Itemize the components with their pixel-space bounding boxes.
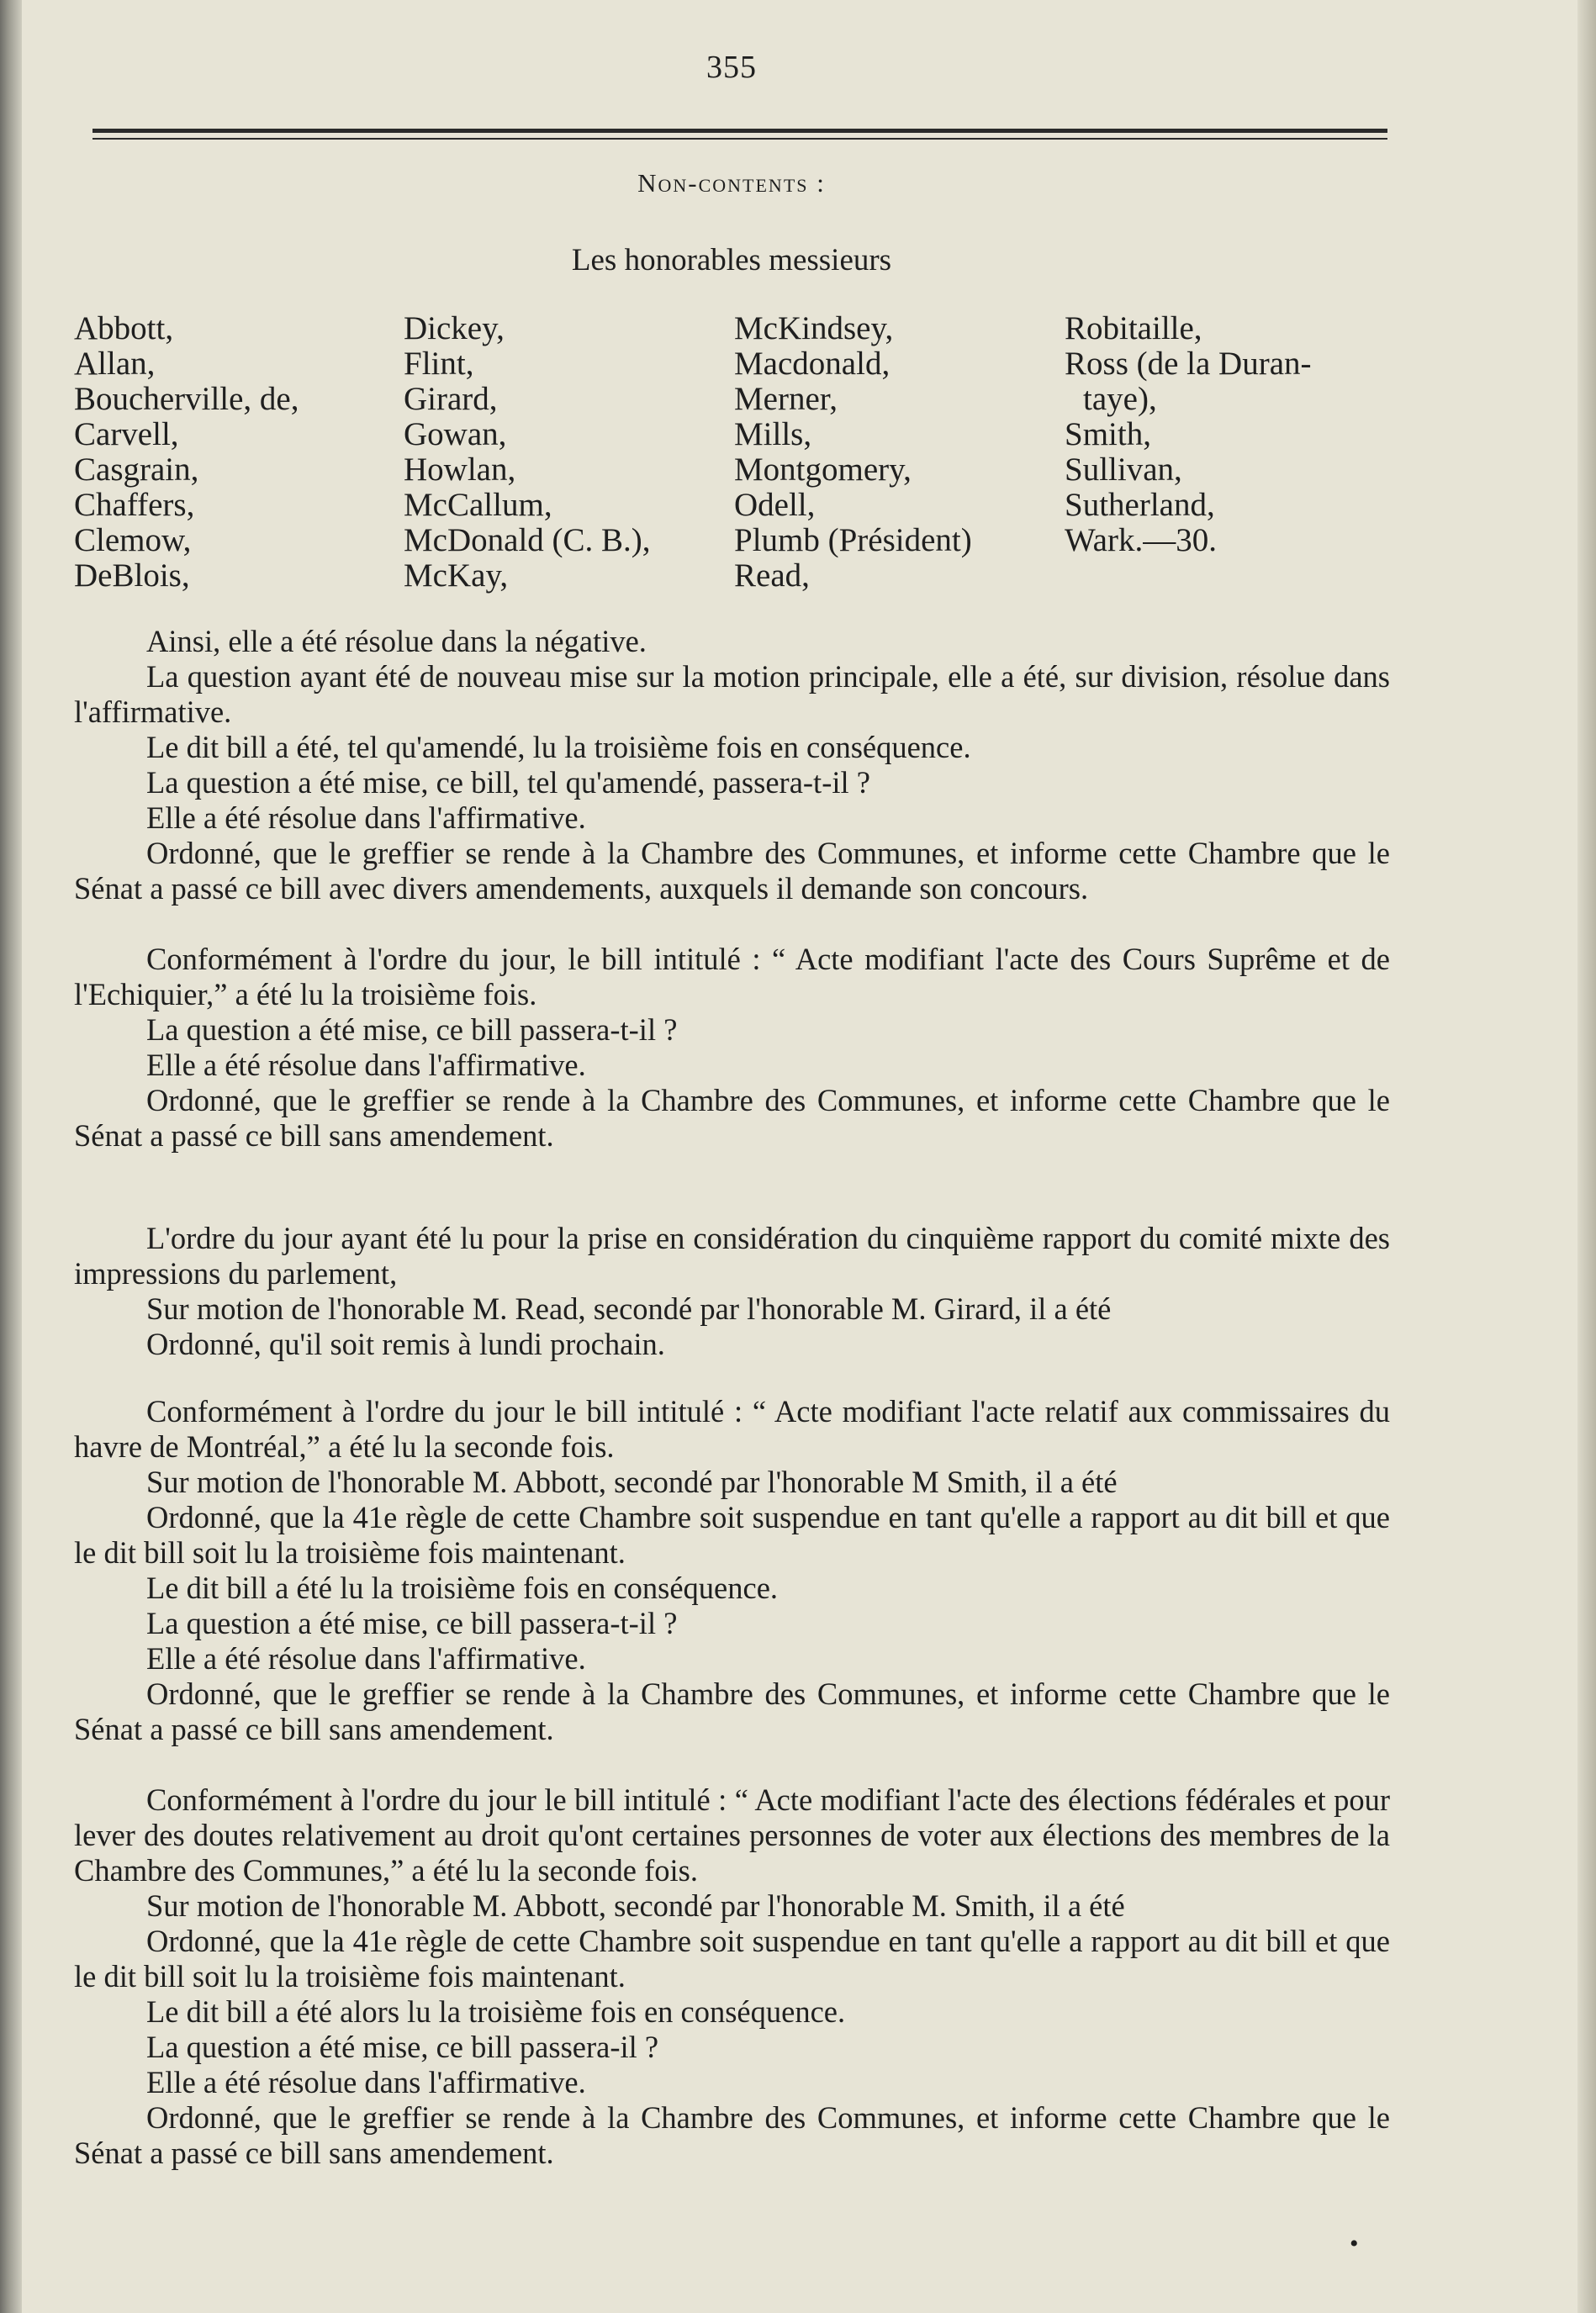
paragraph: Sur motion de l'honorable M. Read, secondé par l'honorable M. Girard, il a été — [146, 1291, 1112, 1326]
section-gap — [74, 1189, 1390, 1221]
name-entry: taye), — [1083, 381, 1157, 417]
paragraph: Le dit bill a été lu la troisième fois en conséquence. — [146, 1571, 779, 1605]
paragraph: L'ordre du jour ayant été lu pour la prise en considération du cinquième rapport du comité mixte des impressions du parlement, — [74, 1221, 1390, 1291]
paragraph: Ainsi, elle a été résolue dans la négative. — [146, 624, 647, 658]
paragraph: La question a été mise, ce bill passera-t-il ? — [146, 1606, 678, 1640]
paragraph: Elle a été résolue dans l'affirmative. — [146, 1641, 586, 1676]
paragraph: Ordonné, que le greffier se rende à la Chambre des Communes, et informe cette Chambre que le Sénat a passé ce bill avec divers amendements, auxquels il demande son concours. — [74, 836, 1390, 906]
name-entry: Mills, — [734, 416, 812, 452]
paragraph: La question ayant été de nouveau mise sur la motion principale, elle a été, sur division, résolue dans l'affirmative. — [74, 659, 1390, 729]
name-entry: Abbott, — [74, 310, 174, 346]
section-heading: Non-contents : — [637, 168, 826, 198]
section-gap — [74, 1154, 1390, 1189]
paragraph: Ordonné, que le greffier se rende à la Chambre des Communes, et informe cette Chambre que le Sénat a passé ce bill sans amendement. — [74, 2100, 1390, 2170]
name-entry: Flint, — [404, 346, 474, 382]
name-entry: Boucherville, de, — [74, 381, 299, 417]
names-column-1 — [74, 311, 410, 594]
name-entry: Casgrain, — [74, 452, 199, 488]
name-entry: McKindsey, — [734, 310, 894, 346]
paragraph: Conformément à l'ordre du jour le bill intitulé : “ Acte modifiant l'acte relatif aux commissaires du havre de Montréal,” a été lu la seconde fois. — [74, 1394, 1390, 1464]
paragraph: Le dit bill a été, tel qu'amendé, lu la troisième fois en conséquence. — [146, 730, 971, 764]
names-column-3 — [734, 311, 1070, 594]
paragraph: Conformément à l'ordre du jour, le bill intitulé : “ Acte modifiant l'acte des Cours Suprême et de l'Echiquier,” a été lu la troisième fois. — [74, 942, 1390, 1011]
name-entry: Carvell, — [74, 416, 179, 452]
paragraph: Elle a été résolue dans l'affirmative. — [146, 2065, 586, 2099]
paragraph: Le dit bill a été alors lu la troisième fois en conséquence. — [146, 1994, 846, 2029]
scan-edge-left — [0, 0, 22, 2313]
name-entry: Gowan, — [404, 416, 507, 452]
name-entry: Read, — [734, 557, 810, 594]
name-entry: Merner, — [734, 381, 838, 417]
name-entry: Girard, — [404, 381, 498, 417]
name-entry: DeBlois, — [74, 557, 190, 594]
paragraph: Ordonné, que le greffier se rende à la Chambre des Communes, et informe cette Chambre que le Sénat a passé ce bill sans amendement. — [74, 1677, 1390, 1746]
name-entry: Howlan, — [404, 452, 516, 488]
paragraph: Ordonné, que la 41e règle de cette Chambre soit suspendue en tant qu'elle a rapport au dit bill et que le dit bill soit lu la troisième fois maintenant. — [74, 1924, 1390, 1994]
name-entry: Sullivan, — [1065, 452, 1182, 488]
minutes-body — [74, 624, 1390, 2171]
paragraph: La question a été mise, ce bill, tel qu'amendé, passera-t-il ? — [146, 765, 870, 800]
name-entry: McCallum, — [404, 487, 552, 523]
paragraph: Elle a été résolue dans l'affirmative. — [146, 800, 586, 835]
header-rule-thin — [92, 138, 1387, 140]
name-entry: Dickey, — [404, 310, 505, 346]
scan-edge-right — [1578, 0, 1596, 2313]
name-entry: Chaffers, — [74, 487, 195, 523]
names-list — [74, 311, 1403, 605]
paragraph: Sur motion de l'honorable M. Abbott, secondé par l'honorable M. Smith, il a été — [146, 1888, 1125, 1923]
name-entry: Smith, — [1065, 416, 1151, 452]
names-column-2 — [404, 311, 740, 594]
paragraph: La question a été mise, ce bill passera-il ? — [146, 2030, 659, 2064]
names-column-4 — [1065, 311, 1401, 558]
document-page — [67, 0, 1396, 2313]
section-gap — [74, 906, 1390, 942]
name-entry: McKay, — [404, 557, 509, 594]
section-gap — [74, 1747, 1390, 1782]
paragraph: Elle a été résolue dans l'affirmative. — [146, 1048, 586, 1082]
name-entry: McDonald (C. B.), — [404, 522, 651, 558]
ink-speck-mark: • — [1350, 2230, 1359, 2258]
name-entry: Sutherland, — [1065, 487, 1215, 523]
paragraph: Ordonné, que la 41e règle de cette Chambre soit suspendue en tant qu'elle a rapport au dit bill et que le dit bill soit lu la troisième fois maintenant. — [74, 1500, 1390, 1570]
name-entry: Plumb (Président) — [734, 522, 972, 558]
name-entry: Clemow, — [74, 522, 192, 558]
name-entry: Macdonald, — [734, 346, 890, 382]
name-entry: Allan, — [74, 346, 156, 382]
paragraph: Conformément à l'ordre du jour le bill intitulé : “ Acte modifiant l'acte des élections fédérales et pour lever des doutes relativement au droit qu'ont certaines personnes de voter aux élections des membres de la Chambre des Communes,” a été lu la seconde fois. — [74, 1782, 1390, 1888]
page-number: 355 — [706, 50, 757, 85]
paragraph: La question a été mise, ce bill passera-t-il ? — [146, 1012, 678, 1047]
name-entry: Montgomery, — [734, 452, 912, 488]
header-rule-thick — [92, 129, 1387, 133]
name-entry: Robitaille, — [1065, 310, 1202, 346]
paragraph: Ordonné, que le greffier se rende à la Chambre des Communes, et informe cette Chambre que le Sénat a passé ce bill sans amendement. — [74, 1083, 1390, 1153]
paragraph: Sur motion de l'honorable M. Abbott, secondé par l'honorable M Smith, il a été — [146, 1465, 1118, 1499]
name-entry: Ross (de la Duran- — [1065, 346, 1312, 382]
name-entry: Wark.—30. — [1065, 522, 1217, 558]
section-gap — [74, 1362, 1390, 1394]
name-entry: Odell, — [734, 487, 816, 523]
paragraph: Ordonné, qu'il soit remis à lundi prochain. — [146, 1327, 665, 1361]
section-subheading: Les honorables messieurs — [571, 243, 892, 277]
